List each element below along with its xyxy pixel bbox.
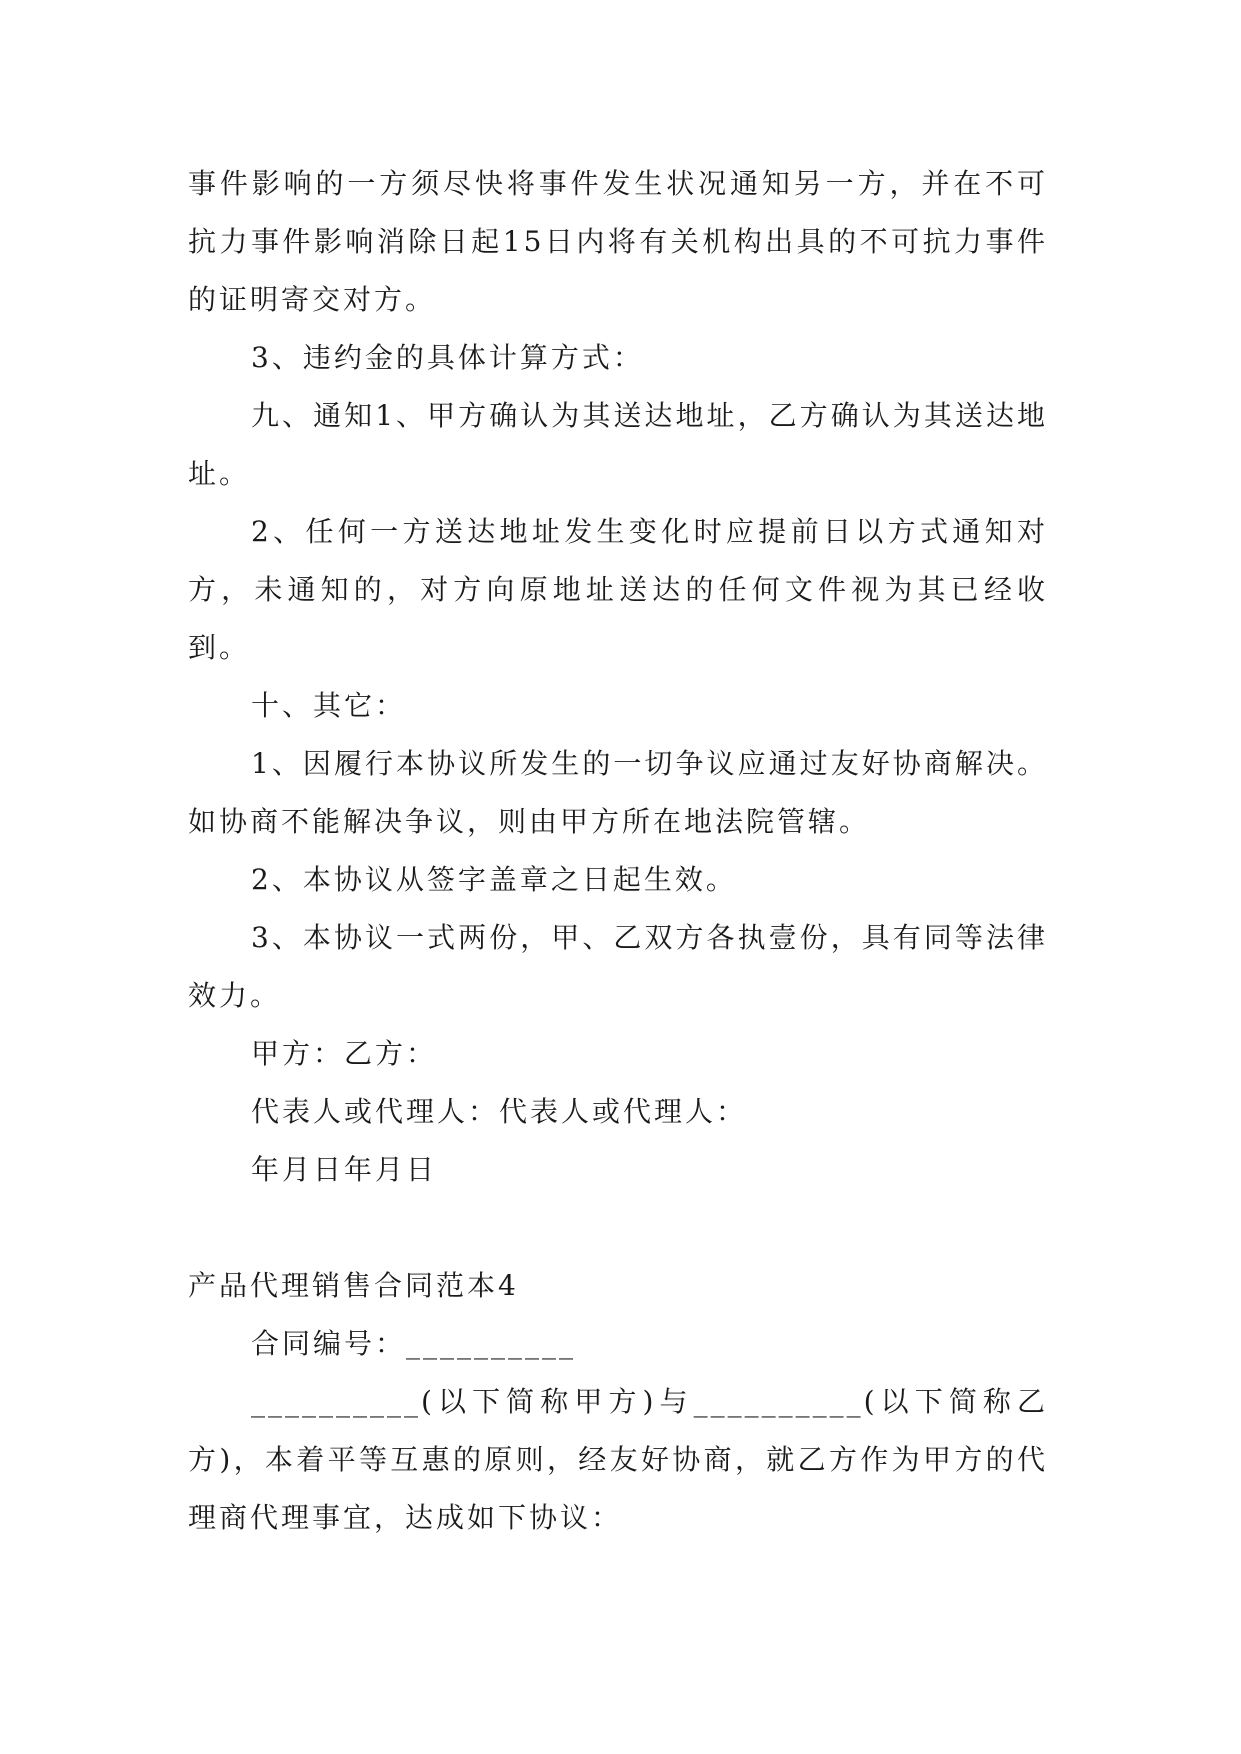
paragraph-force-majeure-notice: 事件影响的一方须尽快将事件发生状况通知另一方，并在不可抗力事件影响消除日起15日内将有关机构出具的不可抗力事件的证明寄交对方。 (188, 167, 1048, 316)
section-gap (188, 1199, 1048, 1257)
paragraph-effective-date: 2、本协议从签字盖章之日起生效。 (251, 863, 737, 896)
section-title: 产品代理销售合同范本4 (188, 1269, 519, 1302)
paragraph-dispute-resolution: 1、因履行本协议所发生的一切争议应通过友好协商解决。如协商不能解决争议，则由甲方所在地法院管辖。 (188, 747, 1048, 838)
paragraph-other-heading: 十、其它： (251, 689, 407, 722)
paragraph-copies: 3、本协议一式两份，甲、乙双方各执壹份，具有同等法律效力。 (188, 921, 1048, 1012)
contract-number-line: 合同编号：__________ (251, 1327, 577, 1360)
paragraph-address-change: 2、任何一方送达地址发生变化时应提前日以方式通知对方，未通知的，对方向原地址送达的任何文件视为其已经收到。 (188, 515, 1048, 664)
signature-parties: 甲方：乙方： (251, 1037, 438, 1070)
document-body (188, 155, 1048, 1547)
contract-preamble: __________(以下简称甲方)与__________(以下简称乙方)，本着平等互惠的原则，经友好协商，就乙方作为甲方的代理商代理事宜，达成如下协议： (188, 1385, 1048, 1534)
paragraph-notice-address: 九、通知1、甲方确认为其送达地址，乙方确认为其送达地址。 (188, 399, 1048, 490)
signature-representatives: 代表人或代理人：代表人或代理人： (251, 1095, 748, 1128)
paragraph-penalty-calculation: 3、违约金的具体计算方式： (251, 341, 644, 374)
signature-dates: 年月日年月日 (251, 1153, 438, 1186)
